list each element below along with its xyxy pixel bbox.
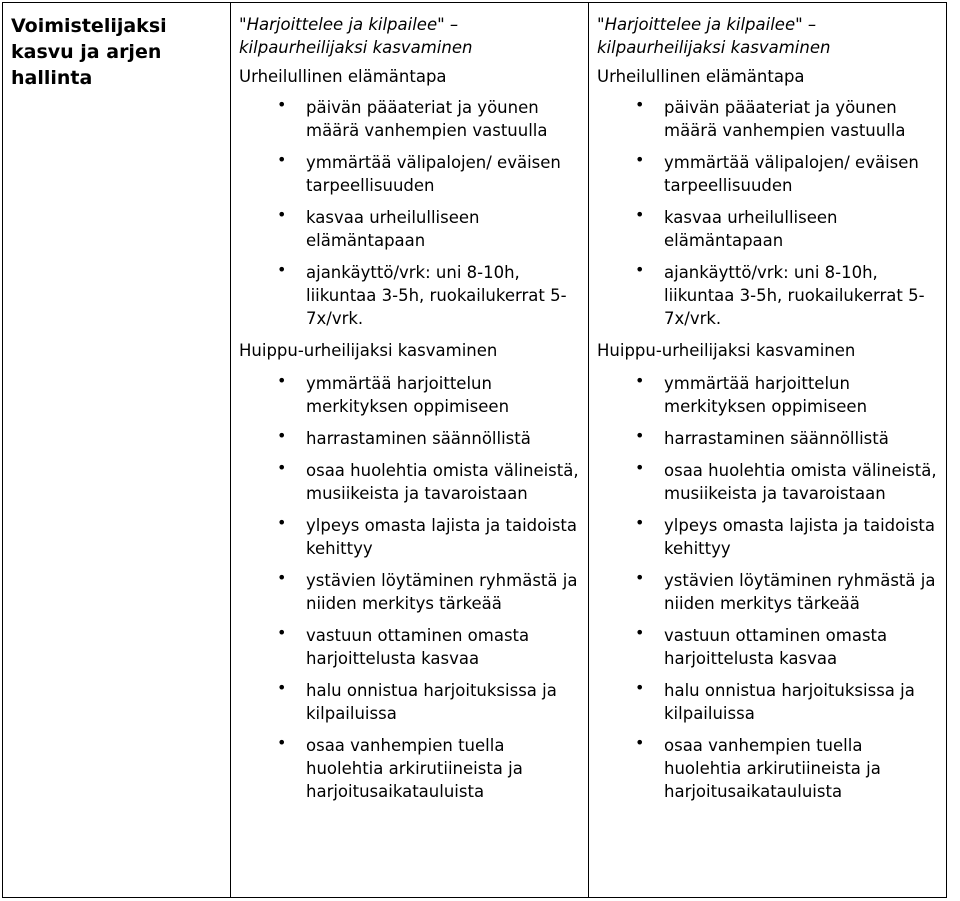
list-item: • kasvaa urheilulliseen elämäntapaan [597,206,942,252]
list-item: • halu onnistua harjoituksissa ja kilpailuissa [597,679,942,725]
list-item: • osaa huolehtia omista välineistä, musiikeista ja tavaroistaan [597,459,942,505]
list-item: • osaa huolehtia omista välineistä, musiikeista ja tavaroistaan [239,459,584,505]
list-item: • halu onnistua harjoituksissa ja kilpailuissa [239,679,584,725]
column-cell-2 [589,3,947,898]
list-item: • päivän pääateriat ja yöunen määrä vanhempien vastuulla [597,96,942,142]
table-row [3,3,947,898]
section-title: Urheilullinen elämäntapa [239,67,447,86]
left-title-cell [3,3,231,898]
list-item: • ajankäyttö/vrk: uni 8-10h, liikuntaa 3-5h, ruokailukerrat 5-7x/vrk. [239,261,584,330]
list-item: • vastuun ottaminen omasta harjoittelusta kasvaa [239,624,584,670]
column-cell-1 [231,3,589,898]
list-item: • ystävien löytäminen ryhmästä ja niiden merkitys tärkeää [597,569,942,615]
list-item: • ajankäyttö/vrk: uni 8-10h, liikuntaa 3-5h, ruokailukerrat 5-7x/vrk. [597,261,942,330]
list-item: • ymmärtää harjoittelun merkityksen oppimiseen [597,372,942,418]
document-table [2,2,947,898]
list-item: • osaa vanhempien tuella huolehtia arkirutiineista ja harjoitusaikatauluista [239,734,584,803]
list-item: • ymmärtää välipalojen/ eväisen tarpeellisuuden [597,151,942,197]
list-item: • kasvaa urheilulliseen elämäntapaan [239,206,584,252]
section-title: Huippu-urheilijaksi kasvaminen [239,341,498,360]
column-heading: "Harjoittelee ja kilpailee" – kilpaurheilijaksi kasvaminen [239,15,473,57]
left-title: Voimistelijaksi kasvu ja arjen hallinta [11,15,167,89]
list-item: • osaa vanhempien tuella huolehtia arkirutiineista ja harjoitusaikatauluista [597,734,942,803]
list-item: • ylpeys omasta lajista ja taidoista kehittyy [239,514,584,560]
list-item: • ystävien löytäminen ryhmästä ja niiden merkitys tärkeää [239,569,584,615]
bullet-list [597,372,942,803]
list-item: • harrastaminen säännöllistä [597,427,942,450]
bullet-list [239,96,584,330]
column-heading: "Harjoittelee ja kilpailee" – kilpaurheilijaksi kasvaminen [597,15,831,57]
bullet-list [597,96,942,330]
list-item: • ymmärtää välipalojen/ eväisen tarpeellisuuden [239,151,584,197]
list-item: • päivän pääateriat ja yöunen määrä vanhempien vastuulla [239,96,584,142]
list-item: • harrastaminen säännöllistä [239,427,584,450]
section-title: Urheilullinen elämäntapa [597,67,805,86]
list-item: • ymmärtää harjoittelun merkityksen oppimiseen [239,372,584,418]
section-title: Huippu-urheilijaksi kasvaminen [597,341,856,360]
list-item: • vastuun ottaminen omasta harjoittelusta kasvaa [597,624,942,670]
bullet-list [239,372,584,803]
list-item: • ylpeys omasta lajista ja taidoista kehittyy [597,514,942,560]
